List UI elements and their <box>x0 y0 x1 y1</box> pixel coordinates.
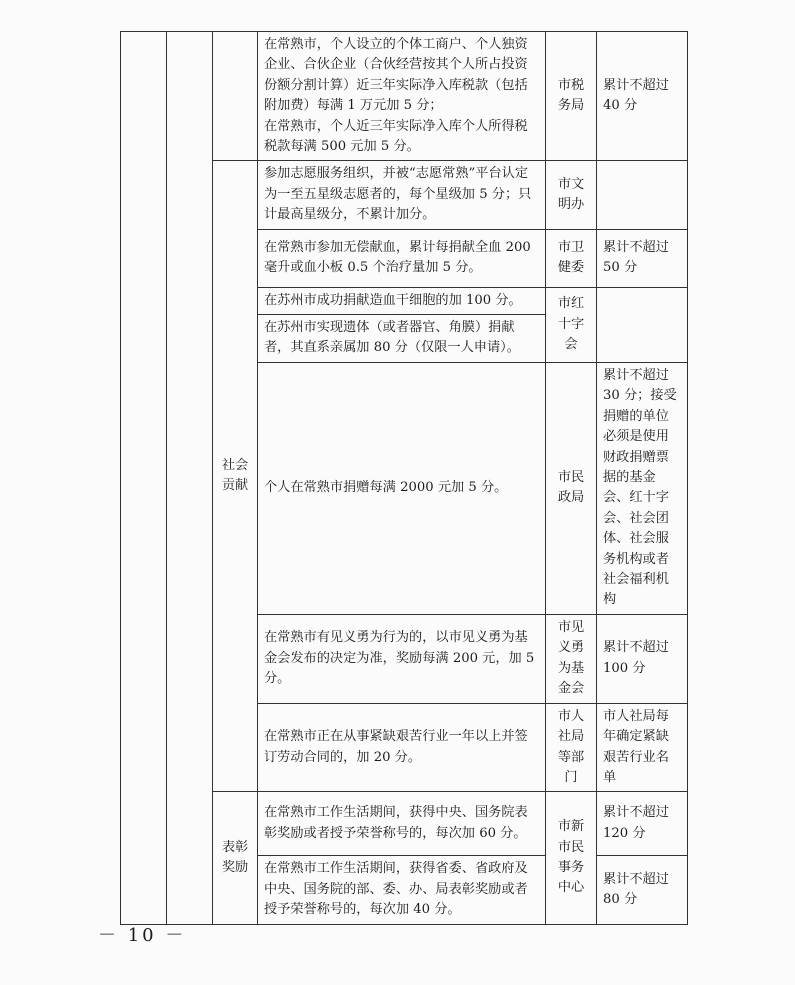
limit-cell: 市人社局每年确定紧缺艰苦行业名单 <box>597 703 688 792</box>
category-social-contribution: 社会贡献 <box>213 161 258 792</box>
content-cell: 参加志愿服务组织，并被“志愿常熟”平台认定为一至五星级志愿者的，每个星级加 5 分；只计最高星级分，不累计加分。 <box>258 161 546 229</box>
points-table <box>120 31 688 925</box>
content-cell: 个人在常熟市捐赠每满 2000 元加 5 分。 <box>258 362 546 614</box>
content-line: 在常熟市，个人设立的个体工商户、个人独资企业、合伙企业（合伙经营按其个人所占投资份额分割计算）近三年实际净入库税款（包括附加费）每满 1 万元加 5 分； <box>264 37 528 114</box>
content-cell: 在常熟市工作生活期间，获得中央、国务院表彰奖励或者授予荣誉称号的，每次加 60 分。 <box>258 792 546 856</box>
limit-cell <box>597 287 688 362</box>
limit-cell: 累计不超过 100 分 <box>597 614 688 703</box>
blank-column-1 <box>121 32 167 925</box>
department-cell: 市见义勇为基金会 <box>546 614 597 703</box>
blank-column-2 <box>167 32 213 925</box>
limit-cell: 累计不超过 30 分；接受捐赠的单位必须是使用财政捐赠票据的基金会、红十字会、社会团体、社会服务机构或者社会福利机构 <box>597 362 688 614</box>
content-cell: 在常熟市正在从事紧缺艰苦行业一年以上并签订劳动合同的，加 20 分。 <box>258 703 546 792</box>
content-cell: 在常熟市参加无偿献血，累计每捐献全血 200 毫升或血小板 0.5 个治疗量加 5 分。 <box>258 229 546 287</box>
department-cell: 市民政局 <box>546 362 597 614</box>
department-cell: 市人社局等部门 <box>546 703 597 792</box>
content-cell <box>258 32 546 161</box>
content-cell: 在苏州市成功捐献造血干细胞的加 100 分。 <box>258 287 546 314</box>
content-cell: 在苏州市实现遗体（或者器官、角膜）捐献者，其直系亲属加 80 分（仅限一人申请）。 <box>258 315 546 363</box>
category-cell-empty <box>213 32 258 161</box>
limit-cell: 累计不超过 50 分 <box>597 229 688 287</box>
limit-cell: 累计不超过 80 分 <box>597 856 688 924</box>
content-cell: 在常熟市有见义勇为行为的，以市见义勇为基金会发布的决定为准，奖励每满 200 元，加 5 分。 <box>258 614 546 703</box>
department-cell: 市卫健委 <box>546 229 597 287</box>
page-number: － 10 － <box>98 925 187 946</box>
department-cell: 市文明办 <box>546 161 597 229</box>
department-cell: 市红十字会 <box>546 287 597 362</box>
limit-cell <box>597 161 688 229</box>
table-row <box>121 32 688 161</box>
department-cell: 市税务局 <box>546 32 597 161</box>
content-cell: 在常熟市工作生活期间，获得省委、省政府及中央、国务院的部、委、办、局表彰奖励或者授予荣誉称号的，每次加 40 分。 <box>258 856 546 924</box>
limit-cell: 累计不超过 40 分 <box>597 32 688 161</box>
limit-cell: 累计不超过 120 分 <box>597 792 688 856</box>
category-commendation: 表彰奖励 <box>213 792 258 924</box>
department-cell: 市新市民事务中心 <box>546 792 597 924</box>
content-line: 在常熟市，个人近三年实际净入库个人所得税税款每满 500 元加 5 分。 <box>264 118 528 155</box>
